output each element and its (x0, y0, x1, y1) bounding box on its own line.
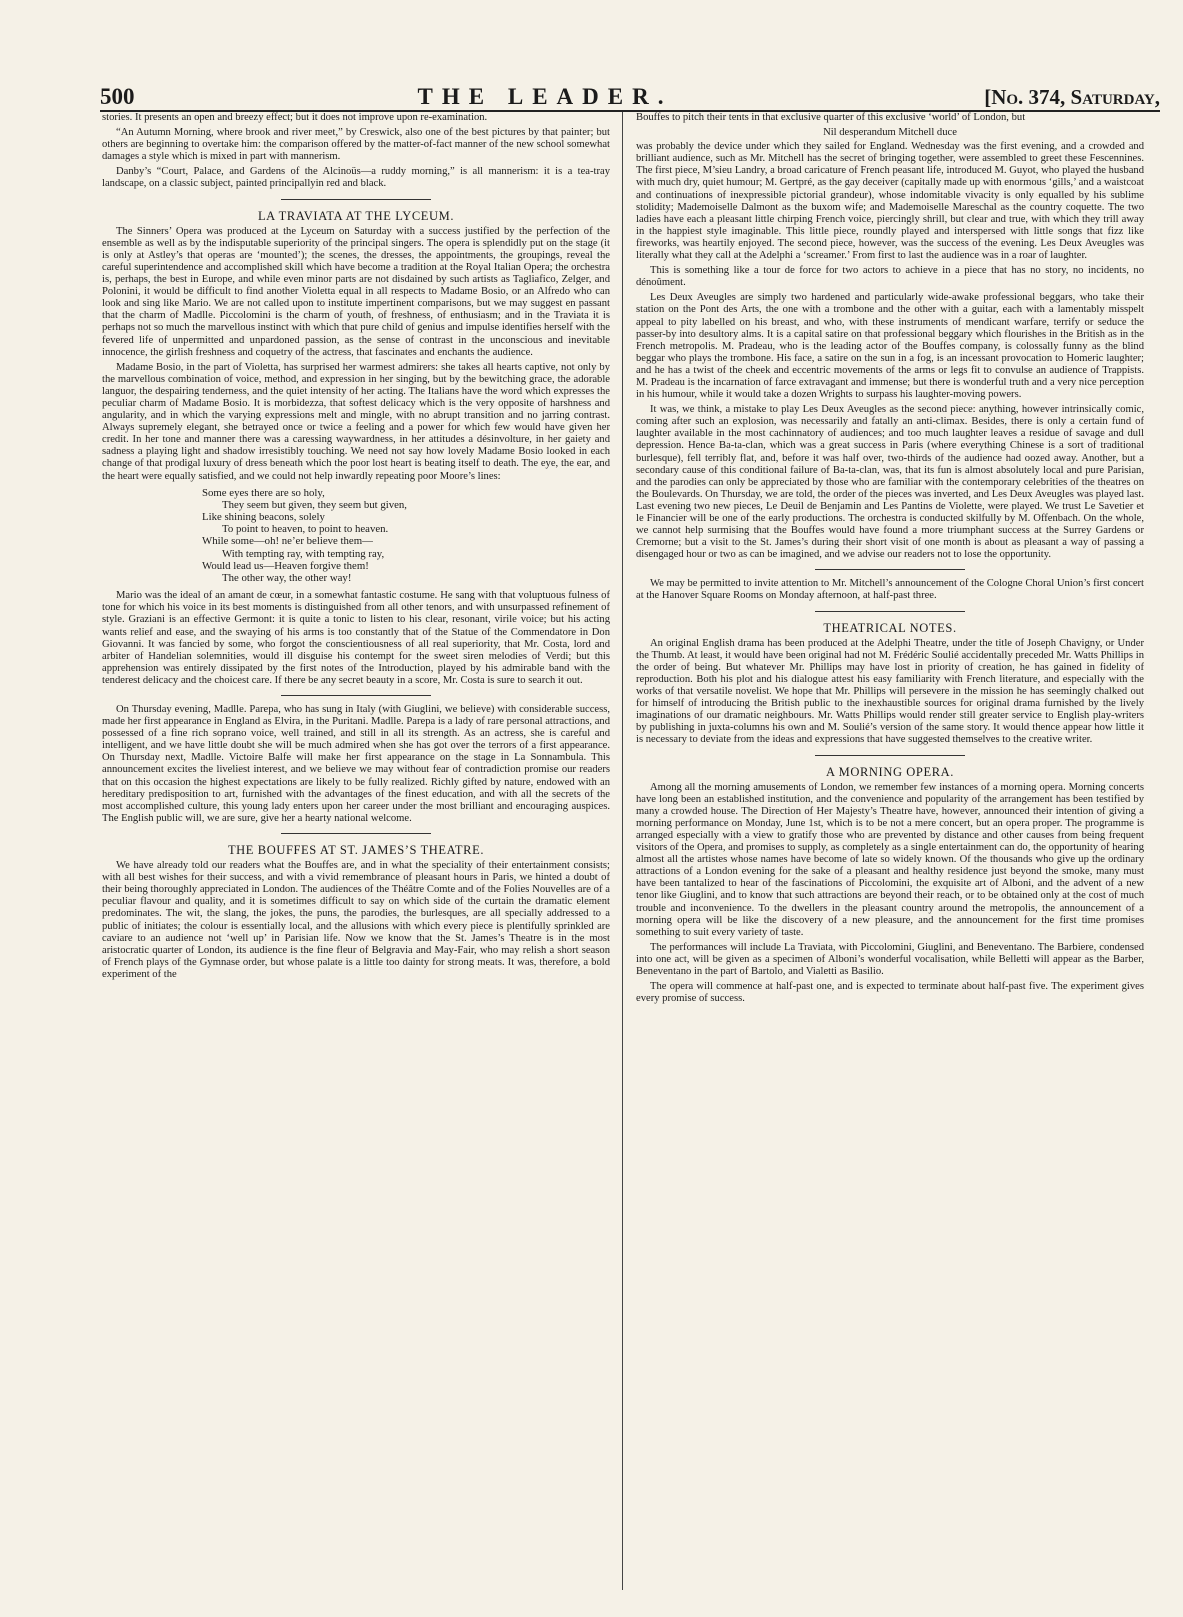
article-paragraph: The opera will commence at half-past one, and is expected to terminate about half-past five. The experiment gives every promise of success. (636, 981, 1144, 1005)
article-paragraph: On Thursday evening, Madlle. Parepa, who has sung in Italy (with Giuglini, we believe) with considerable success, made her first appearance in England as Elvira, in the Puritani. Madlle. Parepa is a lady of rare personal attractions, and possessed of a fine rich soprano voice, well trained, and still in all its strength. As an actress, she is careful and intelligent, and we have little doubt she will be much admired when she has got over the terrors of a first appearance. On Thursday next, Madlle. Victoire Balfe will make her first appearance on the stage in La Sonnambula. This announcement excites the liveliest interest, and we believe we may without fear of contradiction promise our readers that on this occasion the highest expectations are likely to be fully realized. Richly gifted by nature, endowed with an hereditary predisposition to art, furnished with the advantages of the finest education, and with all the secrets of the most accomplished culture, this young lady enters upon her career under the most brilliant and encouraging auspices. The English public will, we are sure, give her a hearty national welcome. (102, 704, 610, 824)
article-paragraph: “An Autumn Morning, where brook and river meet,” by Creswick, also one of the best pictures by that painter; but others are beginning to overtake him: the comparison offered by the matter-of-fact manner of the new school somewhat damages a style which is mixed in part with mannerism. (102, 127, 610, 163)
article-paragraph: The Sinners’ Opera was produced at the Lyceum on Saturday with a success justified by the perfection of the ensemble as well as by the indisputable superiority of the principal singers. The opera is splendidly put on the stage (it is only at Astley’s that operas are ‘mounted’); the scenes, the dresses, the appointments, the groupings, reveal the careful superintendence and accomplished skill which have become a tradition at the Royal Italian Opera; the orchestra is, perhaps, the best in Europe, and while even minor parts are not disdained by such artists as Tagliafico, Zelger, and Polonini, it would be difficult to find another Violetta equal in all respects to Madame Bosio, or an Alfredo who can look and sing like Mario. We are not called upon to institute impertinent comparisons, but we may suggest en passant that the charm of Madlle. Piccolomini is the charm of youth, of freshness, of enthusiasm; and in the Traviata it is perhaps not so much the marvellous instinct with which that pure child of genius and impulse identifies herself with the fevered life of unpermitted and unpardoned passion, as the sense of contrast in the unconscious and inevitable innocence, the girlish freshness and coquetry of the actress, that fascinates and enchants the audience. (102, 225, 610, 358)
left-column (102, 112, 610, 1592)
page-number: 500 (100, 84, 135, 109)
section-rule (815, 569, 965, 570)
section-rule (281, 695, 431, 696)
poem-line: Some eyes there are so holy, (202, 486, 325, 499)
issue-info: [No. 374, Saturday, (984, 85, 1160, 109)
page-header (100, 86, 1160, 112)
article-paragraph: Danby’s “Court, Palace, and Gardens of the Alcinoüs—a ruddy morning,” is all mannerism: it is a tea-tray landscape, on a classic subject, painted principallyin red and black. (102, 166, 610, 190)
article-paragraph: An original English drama has been produced at the Adelphi Theatre, under the title of Joseph Chavigny, or Under the Thumb. At least, it would have been original had not M. Frédéric Soulié accidentally preceded Mr. Watts Phillips in the order of being. But whatever Mr. Phillips may have lost in priority of creation, he has gained in fidelity of reproduction. Both his plot and his dialogue attest his easy familiarity with French literature, and especially with the works of that versatile novelist. We hope that Mr. Phillips will persevere in the mission he has seemingly chalked out for himself of introducing the British public to the inexhaustible sources for original drama furnished by the lively imaginations of our dramatic neighbours. Mr. Watts Phillips would render still greater service to English play-writers by publishing in juxta-columns his own and M. Soulié’s version of the same story. It would thence appear how little it is necessary to deviate from the ideas and expressions that have suggested themselves to the creative writer. (636, 637, 1144, 746)
article-paragraph: Les Deux Aveugles are simply two hardened and particularly wide-awake professional beggars, who take their station on the Pont des Arts, the one with a trombone and the other with a guitar, each with a lamentably misspelt appeal to pity labelled on his breast, and who, with these instruments of mendicant warfare, terrify or seduce the passer-by into desultory alms. It is a capital satire on that professional beggary which flourishes in the British as in the French metropolis. M. Pradeau, who is the leading actor of the Bouffes company, is colossally funny as the blind beggar who plays the trombone. His face, a satire on the sun in a fog, is an incessant provocation to Homeric laughter; and he has a twist of the cheek and eccentric movements of the arms or legs fit to convulse an audience of Trappists. M. Pradeau is the incarnation of farce extravagant and immense; but there is wonderful truth and a very nice perception in his humour, while it would take a dozen Wrights to surpass his laughter-moving powers. (636, 292, 1144, 401)
poem-line: The other way, the other way! (222, 572, 352, 585)
newspaper-title: THE LEADER. (417, 84, 673, 109)
section-heading-traviata: LA TRAVIATA AT THE LYCEUM. (257, 208, 455, 223)
section-heading-bouffes: THE BOUFFES AT ST. JAMES’S THEATRE. (227, 842, 485, 857)
section-rule (815, 755, 965, 756)
motto-line: Nil desperandum Mitchell duce (823, 127, 957, 139)
poem-line: To point to heaven, to point to heaven. (222, 523, 389, 536)
poem-line: While some—oh! ne’er believe them— (202, 535, 373, 548)
section-heading-theatrical-notes: THEATRICAL NOTES. (823, 620, 957, 635)
poem-line: With tempting ray, with tempting ray, (222, 547, 385, 560)
poem-quote (102, 487, 610, 585)
article-paragraph: Among all the morning amusements of London, we remember few instances of a morning opera. Morning concerts have long been an established institution, and the convenience and popularity of the arrangement has been testified by many a crowded house. The Direction of Her Majesty’s Theatre have, however, announced their intention of giving a morning performance on Monday, June 1st, which is to be not a mere concert, but an opera proper. The programme is arranged especially with a view to gratify those who are prevented by distance and other causes from being frequent visitors of the Opera, and promises to supply, as completely as a single entertainment can do, the opportunity of hearing almost all the artistes whose names have become of late so widely known. Of the thousands who give up the ordinary attractions of a London evening for the sake of a pleasant and healthy residence just beyond the smoke, many must have been tantalized to hear of the fascinations of Piccolomini, the exquisite art of Alboni, and the advent of a new tenor like Giuglini, and to know that such attractions are beyond their reach, or to be obtained only at the cost of much trouble and inconvenience. To the dwellers in the pleasant country around the metropolis, the announcement of a morning opera will be like the discovery of a new pleasure, and the announcement for the first time promises something to suit every variety of taste. (636, 781, 1144, 938)
article-paragraph: We have already told our readers what the Bouffes are, and in what the speciality of their entertainment consists; with all best wishes for their success, and with a vivid remembrance of pleasant hours in Paris, we hinted a doubt of their being thoroughly appreciated in London. The audiences of the Théâtre Comte and of the Folies Nouvelles are of a peculiar flavour and quality, and it is sometimes difficult to say on which side of the curtain the dramatic element predominates. The wit, the slang, the jokes, the puns, the parodies, the burlesques, are all specially addressed to a public of initiates; the colour is essentially local, and the allusions with which every piece is plentifully sprinkled are caviare to an audience not ‘well up’ in Parisian life. Now we know that the St. James’s Theatre is in the most aristocratic quarter of London, its audience is the fine fleur of Belgravia and May-Fair, who may relish a short season of French plays of the Gymnase order, but whose palate is a little too dainty for strong meats. It was, therefore, a bold experiment of the (102, 860, 610, 980)
section-heading-morning-opera: A MORNING OPERA. (825, 764, 954, 779)
poem-line: Like shining beacons, solely (202, 511, 325, 524)
article-paragraph: It was, we think, a mistake to play Les Deux Aveugles as the second piece: anything, however intrinsically comic, coming after such an explosion, was necessarily and fatally an anti-climax. Besides, there is only a certain fund of laughter available in the most cachinnatory of audiences; and too much laughter leaves a residue of savage and dull depression. Hence Ba-ta-clan, which was a great success in Paris (where everything Chinese is a sort of traditional burlesque), fell terribly flat, and, before it was half over, two-thirds of the audience had oozed away. Another, but a secondary cause of this conditional failure of Ba-ta-clan, was, that its fun is almost absolutely local and pure Parisian, and the parodies can only be appreciated by those who are familiar with the contemporary celebrities of the theatres on the Boulevards. On Thursday, we are told, the order of the pieces was inverted, and Les Deux Aveugles was played last. Last evening two new pieces, Le Deuil de Benjamin and Les Pantins de Violette, were played. We trust Le Savetier et le Financier will be one of the early productions. The orchestra is conducted skilfully by M. Offenbach. On the whole, we cannot help surmising that the Bouffes would have found a more triumphant success at the Surrey Gardens or Cremorne; but a visit to the St. James’s during their short visit of one month is about as pleasant a way of passing a disengaged hour or two as can be imagined, and we advise our readers not to lose the opportunity. (636, 404, 1144, 561)
section-rule (281, 199, 431, 200)
article-paragraph: We may be permitted to invite attention to Mr. Mitchell’s announcement of the Cologne Choral Union’s first concert at the Hanover Square Rooms on Monday afternoon, at half-past three. (636, 578, 1144, 602)
poem-line: Would lead us—Heaven forgive them! (202, 559, 369, 572)
article-paragraph: Bouffes to pitch their tents in that exclusive quarter of this exclusive ‘world’ of London, but (636, 112, 1026, 123)
right-column (636, 112, 1144, 1592)
article-paragraph: stories. It presents an open and breezy effect; but it does not improve upon re-examination. (102, 112, 488, 123)
article-paragraph: was probably the device under which they sailed for England. Wednesday was the first evening, and a crowded and brilliant audience, such as Mr. Mitchell has the secret of bringing together, were assembled to greet these Fescennines. The first piece, M’sieu Landry, a broad caricature of French peasant life, introduced M. Guyot, who played the husband with much dry, quiet humour; M. Gertpré, as the gay deceiver (capitally made up with enormous ‘gills,’ and a waistcoat and continuations of inexpressible pictorial grandeur), whose indomitable vivacity is only equalled by his sublime stolidity; Mademoiselle Dalmont as the buxom wife; and Mademoiselle Mareschal as the country coquette. The two ladies have each a pleasant little chirping French voice, piercingly shrill, but clear and true, with which they trill away in the happiest style imaginable. This little piece, roundly played and interspersed with little songs that fizz like fireworks, was heartily enjoyed. The second piece, however, was the success of the evening. Les Deux Aveugles was literally what they call at the Adelphi a ‘screamer.’ From first to last the audience was in a roar of laughter. (636, 141, 1144, 262)
poem-line: They seem but given, they seem but given, (222, 498, 408, 511)
article-paragraph: Madame Bosio, in the part of Violetta, has surprised her warmest admirers: she takes all hearts captive, not only by the marvellous combination of voice, method, and expression in her singing, but by the bewitching grace, the adorable languor, the despairing tenderness, and the quiet intensity of her acting. The Italians have the word which expresses the peculiar charm of Madame Bosio. It is morbidezza, that softest delicacy which is the very opposite of harshness and angularity, and in which the varying expressions melt and mingle, with no abrupt transition and no jarring contrast. Always supremely elegant, she betrayed once or twice a feeling and a power for which few would have given her credit. In her tone and manner there was a caressing waywardness, in her attitudes a désinvolture, in her gaiety and sadness a playing light and shadow irresistibly touching. We need not say how lovely Madame Bosio looked in each change of that prodigal luxury of dress beneath which the poor lost heart is beating itself to death. The eye, the ear, and the heart were equally satisfied, and we could not help inwardly repeating poor Moore’s lines: (102, 361, 610, 482)
article-paragraph: Mario was the ideal of an amant de cœur, in a somewhat fantastic costume. He sang with that voluptuous fulness of tone for which his voice in its best moments is distinguished from all other tenors, and with unsurpassed refinement of style. Graziani is an effective Germont: it is quite a tonic to listen to his clear, resonant, virile voice; but his acting wants relief and ease, and the swaying of his arms is too constantly that of the Statue of the Commendatore in Don Giovanni. It was fancied by some, who forgot the conscientiousness of all real superiority, that Mr. Costa, lord and arbiter of Handelian solemnities, would ill disguise his contempt for the sweet siren melodies of Verdi; but this apprehension was entirely dissipated by the first notes of the Introduction, played by his admirable band with the tenderest delicacy and the choicest care. If there be any secret beauty in a score, Mr. Costa is sure to search it out. (102, 590, 610, 686)
article-paragraph: The performances will include La Traviata, with Piccolomini, Giuglini, and Beneventano. The Barbiere, condensed into one act, will be given as a specimen of Alboni’s wonderful vocalisation, while Belletti will appear as the Barber, Beneventano in the part of Bartolo, and Vialetti as Basilio. (636, 941, 1144, 977)
article-paragraph: This is something like a tour de force for two actors to achieve in a piece that has no story, no incidents, no dénoûment. (636, 265, 1144, 289)
section-rule (281, 833, 431, 834)
column-divider (622, 112, 623, 1590)
section-rule (815, 611, 965, 612)
